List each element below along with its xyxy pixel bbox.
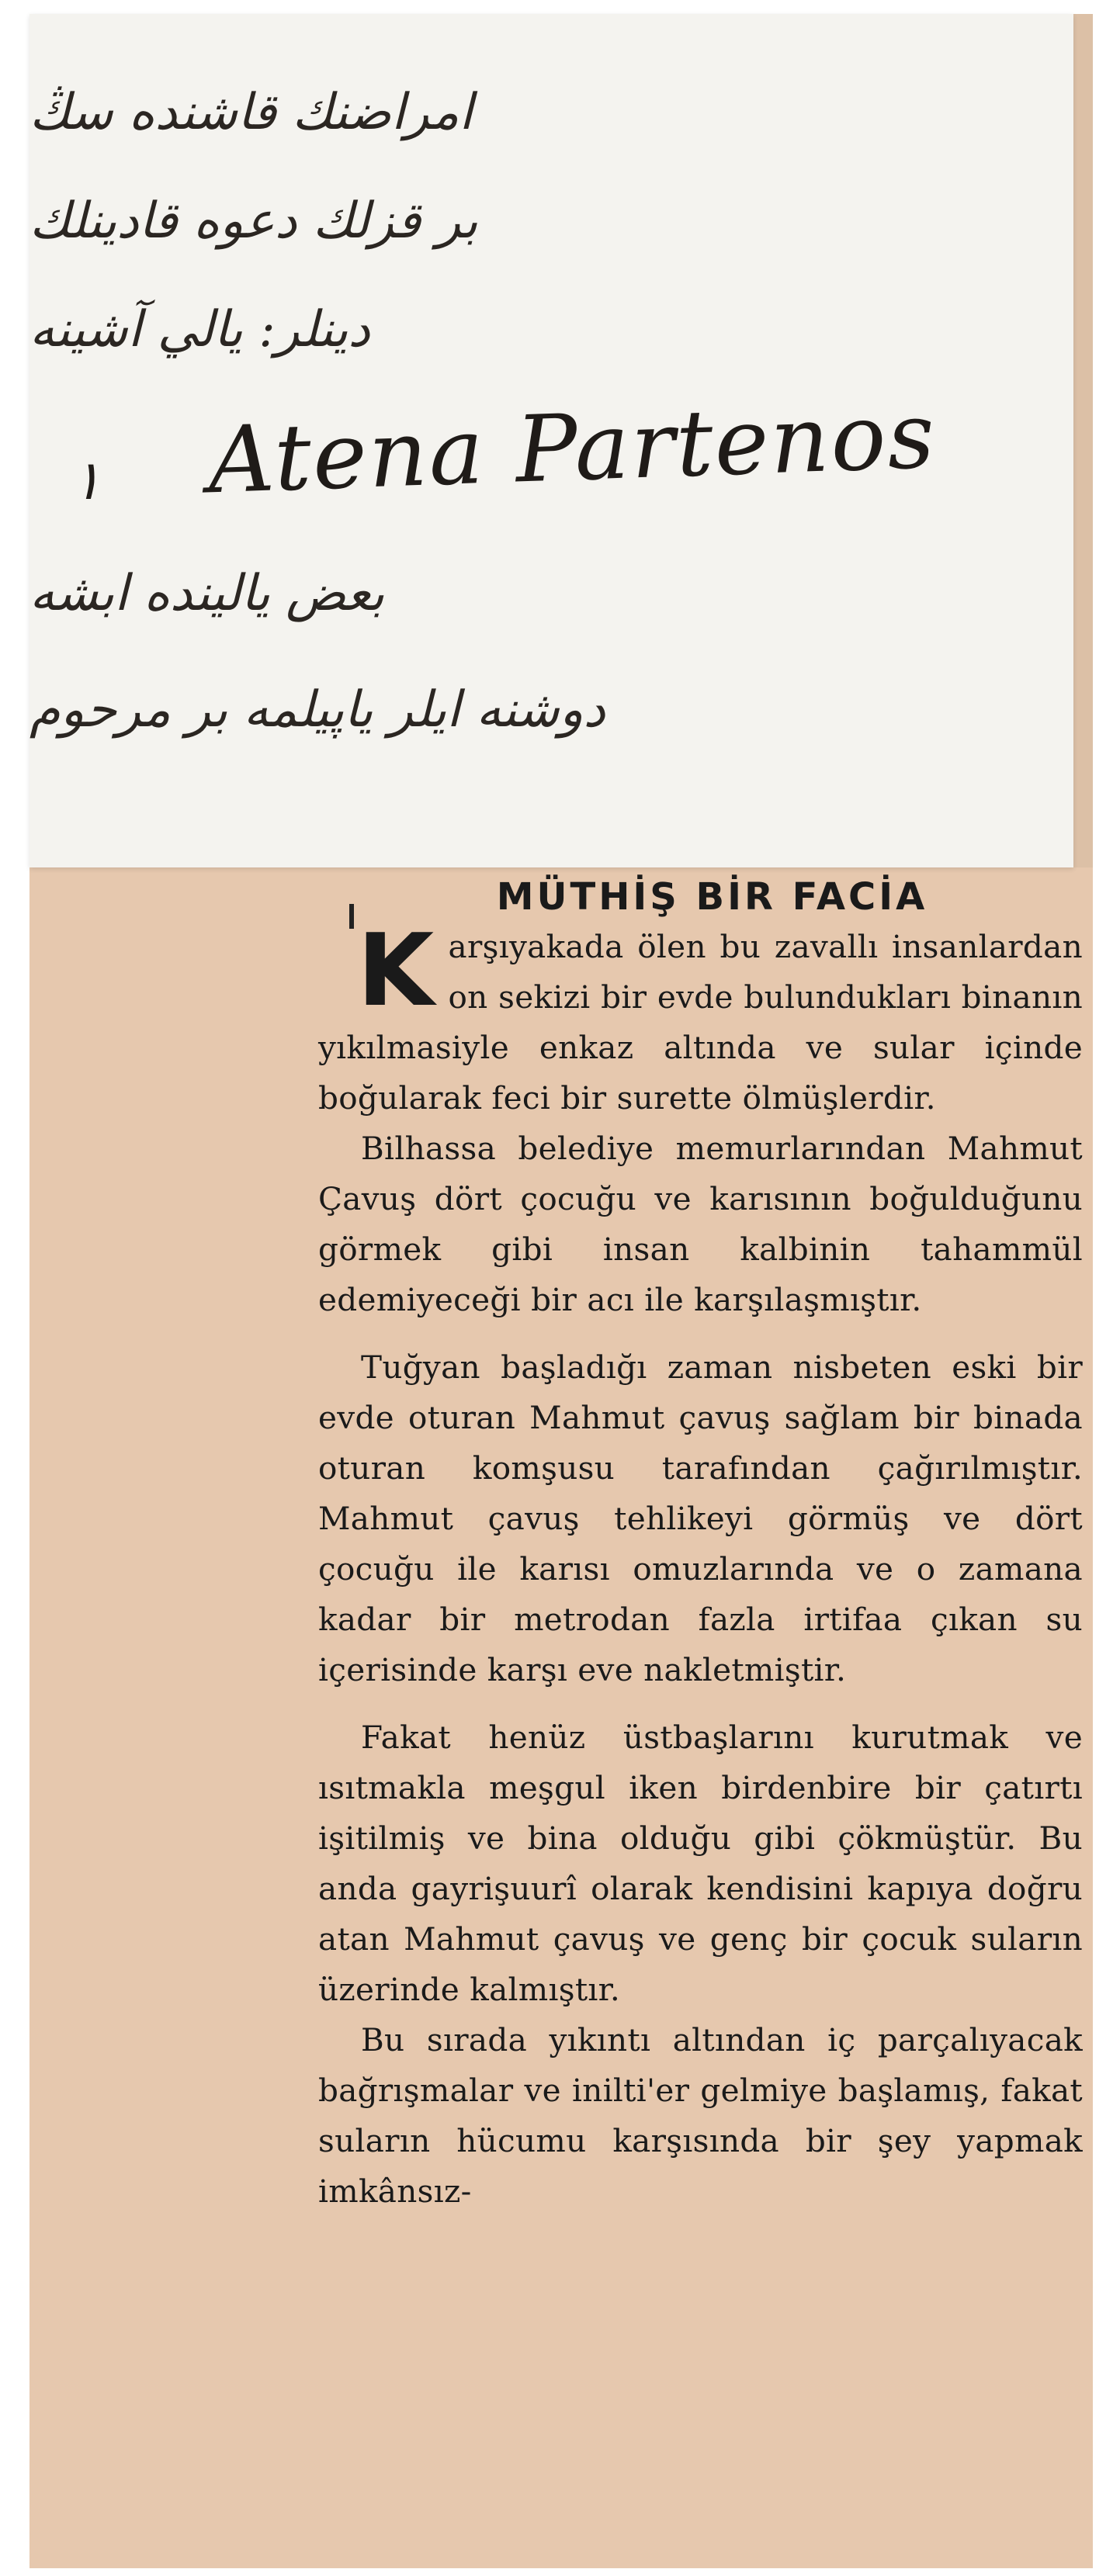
article-paragraph-4: Fakat henüz üstbaşlarını kurutmak ve ısıtmakla meşgul iken birdenbire bir çatırtı işitilmiş ve bina olduğu gibi çökmüştür. Bu anda gayrişuurî olarak kendisini kapıya doğru atan Mahmut çavuş ve genç bir çocuk suların üzerinde kalmıştır. [318, 1719, 1083, 2008]
article-paragraph-3: Tuğyan başladığı zaman nisbeten eski bir evde oturan Mahmut çavuş sağlam bir binada oturan komşusu tarafından çağırılmıştır. Mahmut çavuş tehlikeyi görmüş ve dört çocuğu ile karısı omuzlarında ve o zamana kadar bir metrodan fazla irtifaa çıkan su içerisinde karşı eve nakletmiştir. [318, 1349, 1083, 1688]
note-line-2: بر قزلك دعوه قادينلك [29, 192, 478, 250]
drop-cap: K [357, 913, 435, 1029]
article-paragraph-1 [318, 913, 1083, 1124]
note-line-1: امراضنك قاشنده سڭ [29, 84, 473, 141]
note-latin-name: Atena Partenos [206, 381, 938, 514]
handwritten-note [29, 14, 1073, 867]
note-line-4: بعض يالينده ابشه [29, 565, 385, 622]
paragraph-1-text: arşıyakada ölen bu zavallı insanlardan on sekizi bir evde bulundukları binanın yıkılmasiyle enkaz altında ve sular içinde boğularak feci bir surette ölmüşlerdir. [318, 928, 1083, 1117]
note-line-5: دوشنه ايلر ياپيلمه بر مرحوم [29, 681, 606, 739]
article-paragraph-5: Bu sırada yıkıntı altından iç parçalıyacak bağrışmalar ve inilti'er gelmiye başlamış, fakat suların hücumu karşısında bir şey yapmak imkânsız- [318, 2021, 1083, 2210]
note-line-3: دينلر: يالي آشينه [29, 301, 370, 358]
article-paragraph-2: Bilhassa belediye memurlarından Mahmut Çavuş dört çocuğu ve karısının boğulduğunu görmek gibi insan kalbinin tahammül edemiyeceği bir acı ile karşılaşmıştır. [318, 1130, 1083, 1318]
note-latin-prefix: ۱ [72, 448, 102, 512]
article-headline: MÜTHİŞ BİR FACİA [496, 875, 928, 919]
article-column [318, 875, 1083, 2217]
